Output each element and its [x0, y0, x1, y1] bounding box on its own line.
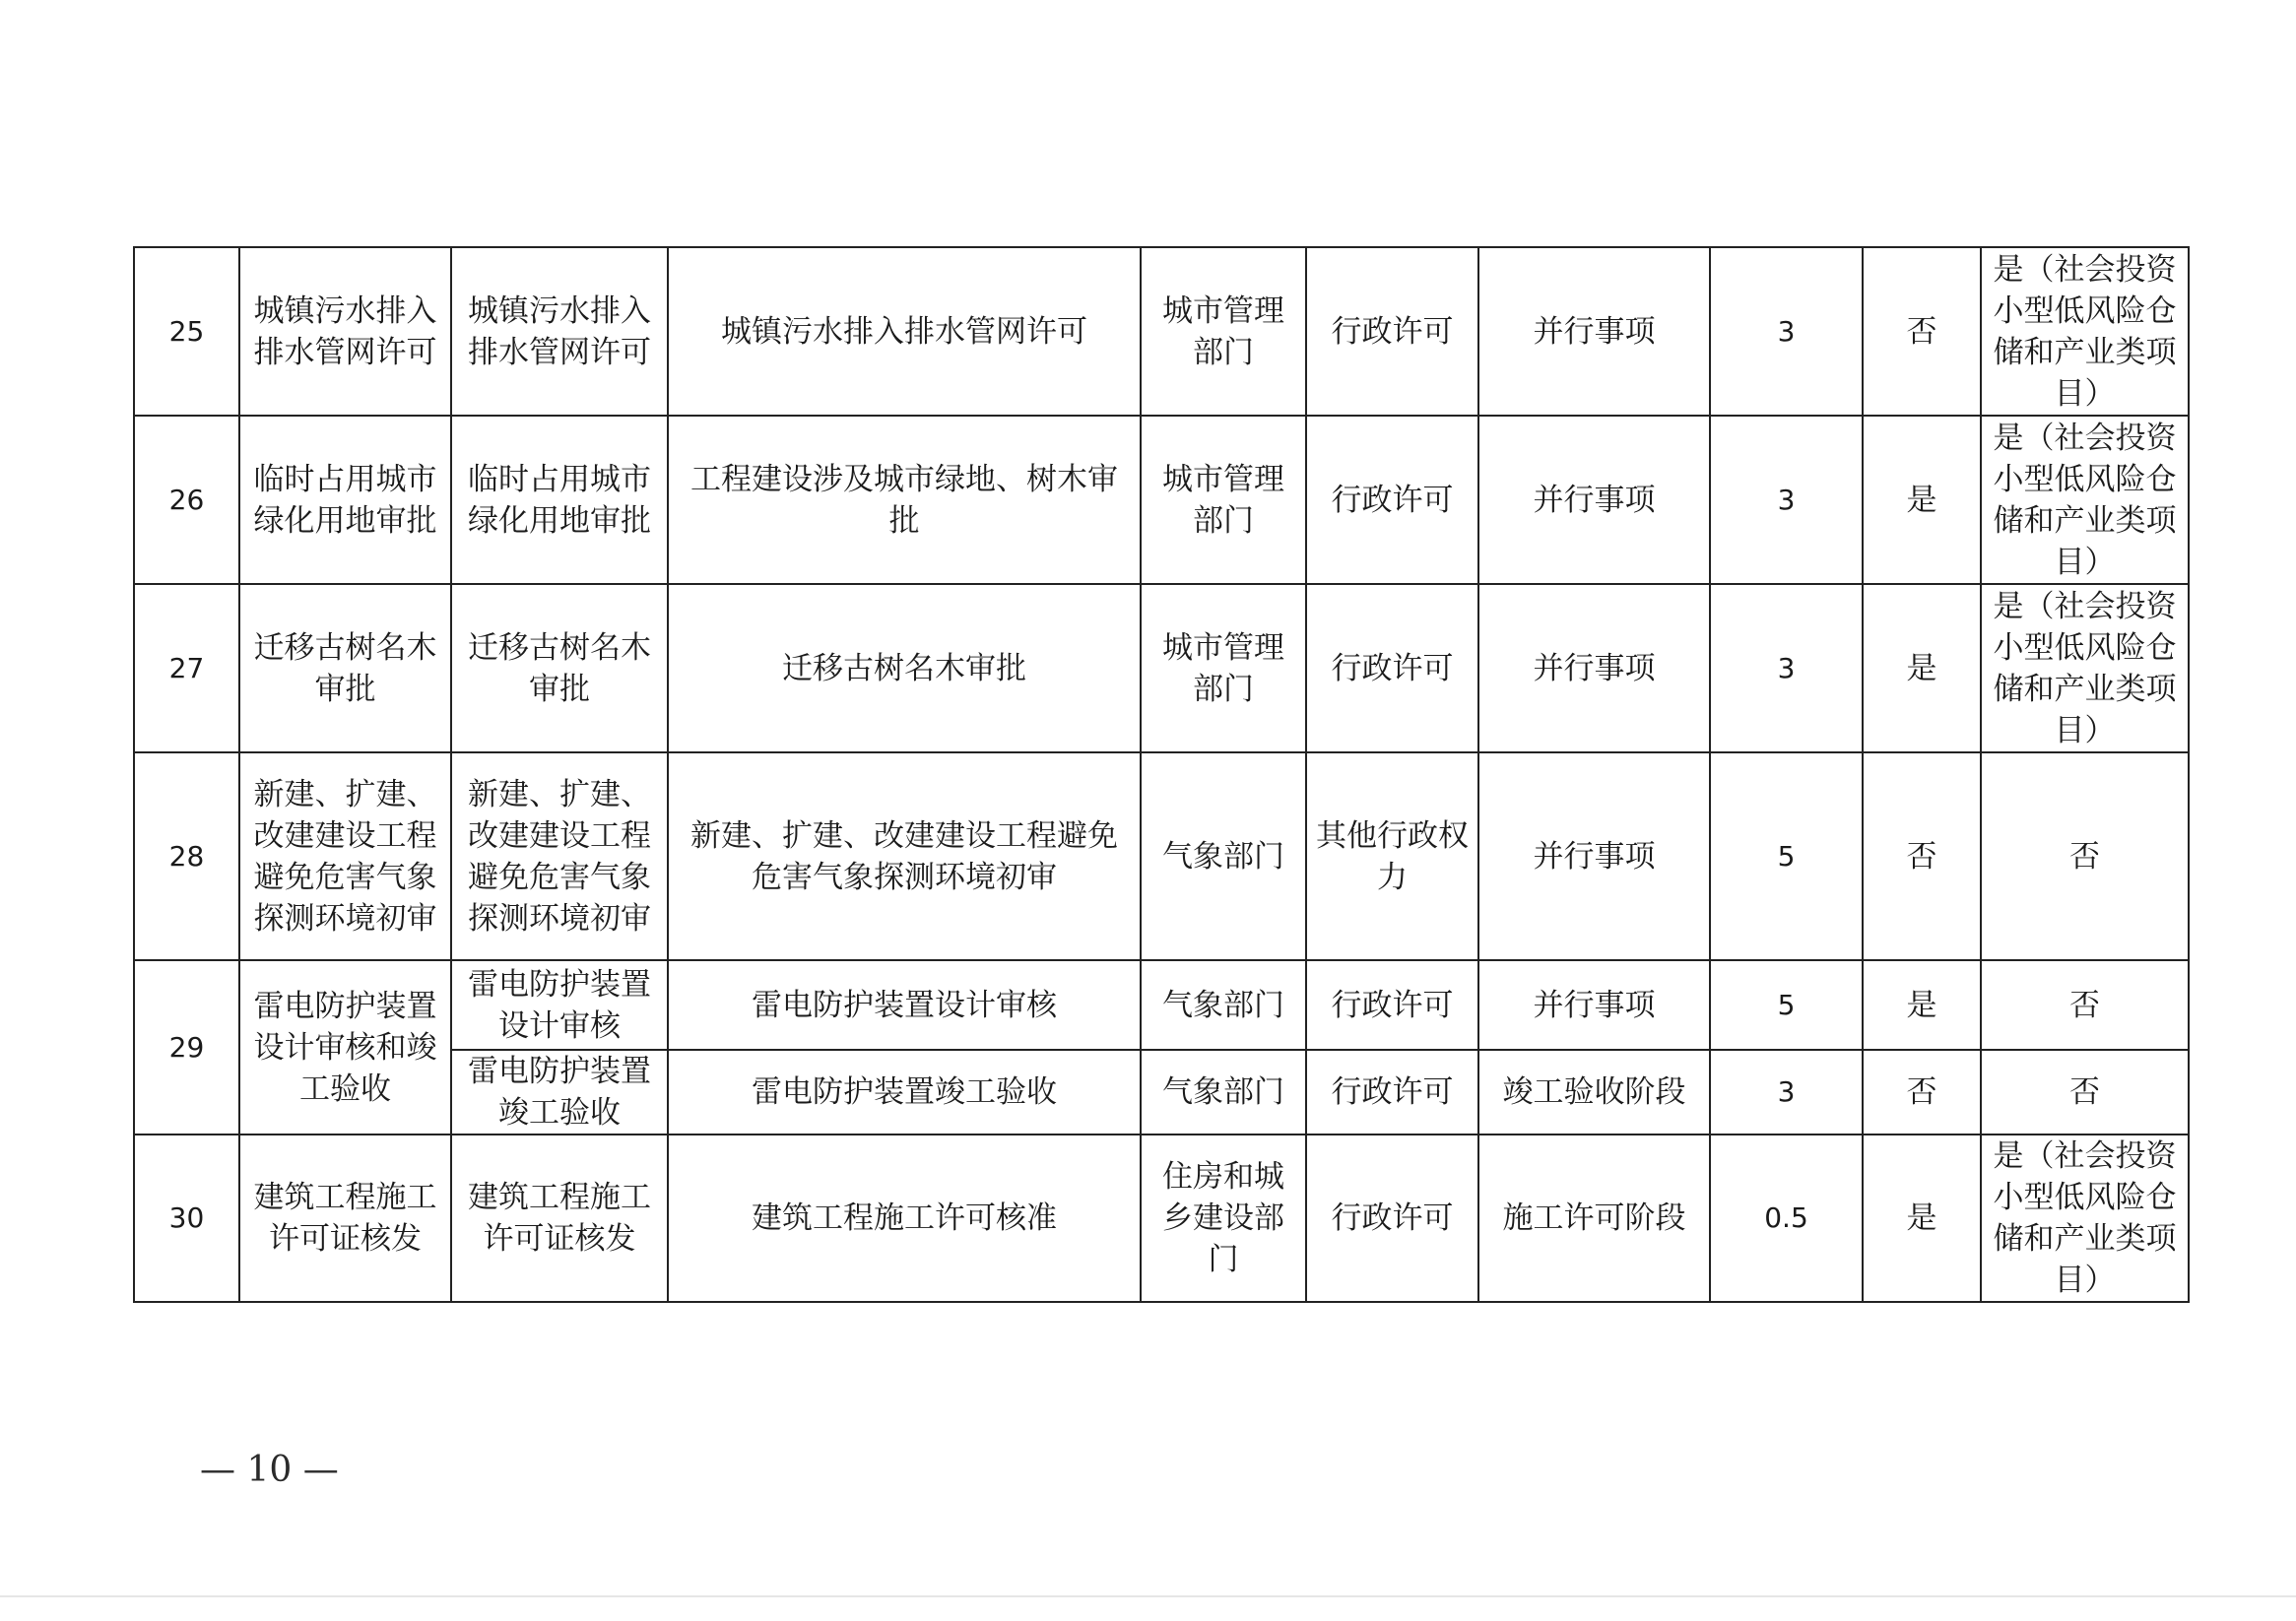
time-limit: 0.5 — [1710, 1135, 1863, 1302]
department: 城市管理部门 — [1141, 416, 1306, 584]
flag-a: 否 — [1863, 752, 1981, 960]
power-type: 行政许可 — [1306, 1050, 1478, 1135]
flag-b: 是（社会投资小型低风险仓储和产业类项目） — [1981, 247, 2189, 416]
flag-a: 否 — [1863, 1050, 1981, 1135]
matter-item: 雷电防护装置设计审核和竣工验收 — [239, 960, 451, 1135]
time-limit: 5 — [1710, 960, 1863, 1050]
department: 气象部门 — [1141, 960, 1306, 1050]
matter-item: 临时占用城市绿化用地审批 — [239, 416, 451, 584]
process-stage: 并行事项 — [1478, 247, 1710, 416]
process-stage: 施工许可阶段 — [1478, 1135, 1710, 1302]
scan-edge-divider — [0, 1595, 2296, 1597]
process-stage: 并行事项 — [1478, 416, 1710, 584]
time-limit: 3 — [1710, 1050, 1863, 1135]
flag-b: 是（社会投资小型低风险仓储和产业类项目） — [1981, 416, 2189, 584]
row-number: 30 — [134, 1135, 239, 1302]
flag-a: 否 — [1863, 247, 1981, 416]
power-type: 行政许可 — [1306, 1135, 1478, 1302]
power-type: 行政许可 — [1306, 247, 1478, 416]
matter-name: 雷电防护装置竣工验收 — [668, 1050, 1141, 1135]
row-number: 27 — [134, 584, 239, 752]
row-number: 25 — [134, 247, 239, 416]
process-stage: 并行事项 — [1478, 752, 1710, 960]
matter-name: 工程建设涉及城市绿地、树木审批 — [668, 416, 1141, 584]
table-row — [134, 960, 2189, 1050]
table-row — [134, 584, 2189, 752]
flag-b: 是（社会投资小型低风险仓储和产业类项目） — [1981, 1135, 2189, 1302]
matter-item: 建筑工程施工许可证核发 — [239, 1135, 451, 1302]
row-number: 28 — [134, 752, 239, 960]
department: 城市管理部门 — [1141, 247, 1306, 416]
time-limit: 3 — [1710, 247, 1863, 416]
department: 城市管理部门 — [1141, 584, 1306, 752]
matter-sub-item: 雷电防护装置设计审核 — [451, 960, 668, 1050]
department: 气象部门 — [1141, 752, 1306, 960]
power-type: 行政许可 — [1306, 960, 1478, 1050]
department: 气象部门 — [1141, 1050, 1306, 1135]
matter-name: 雷电防护装置设计审核 — [668, 960, 1141, 1050]
table-row — [134, 1135, 2189, 1302]
matter-item: 新建、扩建、改建建设工程避免危害气象探测环境初审 — [239, 752, 451, 960]
flag-a: 是 — [1863, 1135, 1981, 1302]
department: 住房和城乡建设部门 — [1141, 1135, 1306, 1302]
power-type: 其他行政权力 — [1306, 752, 1478, 960]
power-type: 行政许可 — [1306, 584, 1478, 752]
flag-b: 是（社会投资小型低风险仓储和产业类项目） — [1981, 584, 2189, 752]
time-limit: 5 — [1710, 752, 1863, 960]
flag-b: 否 — [1981, 960, 2189, 1050]
matter-sub-item: 城镇污水排入排水管网许可 — [451, 247, 668, 416]
matter-sub-item: 迁移古树名木审批 — [451, 584, 668, 752]
power-type: 行政许可 — [1306, 416, 1478, 584]
matter-name: 迁移古树名木审批 — [668, 584, 1141, 752]
matter-sub-item: 新建、扩建、改建建设工程避免危害气象探测环境初审 — [451, 752, 668, 960]
flag-b: 否 — [1981, 752, 2189, 960]
matter-item: 迁移古树名木审批 — [239, 584, 451, 752]
matter-sub-item: 建筑工程施工许可证核发 — [451, 1135, 668, 1302]
matter-sub-item: 临时占用城市绿化用地审批 — [451, 416, 668, 584]
matter-sub-item: 雷电防护装置竣工验收 — [451, 1050, 668, 1135]
flag-a: 是 — [1863, 584, 1981, 752]
flag-b: 否 — [1981, 1050, 2189, 1135]
table-row — [134, 247, 2189, 416]
process-stage: 并行事项 — [1478, 960, 1710, 1050]
time-limit: 3 — [1710, 416, 1863, 584]
process-stage: 竣工验收阶段 — [1478, 1050, 1710, 1135]
row-number: 26 — [134, 416, 239, 584]
matter-name: 城镇污水排入排水管网许可 — [668, 247, 1141, 416]
matter-item: 城镇污水排入排水管网许可 — [239, 247, 451, 416]
flag-a: 是 — [1863, 416, 1981, 584]
table-row — [134, 416, 2189, 584]
matter-name: 新建、扩建、改建建设工程避免危害气象探测环境初审 — [668, 752, 1141, 960]
row-number: 29 — [134, 960, 239, 1135]
time-limit: 3 — [1710, 584, 1863, 752]
matter-name: 建筑工程施工许可核准 — [668, 1135, 1141, 1302]
table-row — [134, 752, 2189, 960]
page-number: — 10 — — [200, 1450, 339, 1490]
process-stage: 并行事项 — [1478, 584, 1710, 752]
flag-a: 是 — [1863, 960, 1981, 1050]
approval-matters-table — [133, 246, 2190, 1303]
